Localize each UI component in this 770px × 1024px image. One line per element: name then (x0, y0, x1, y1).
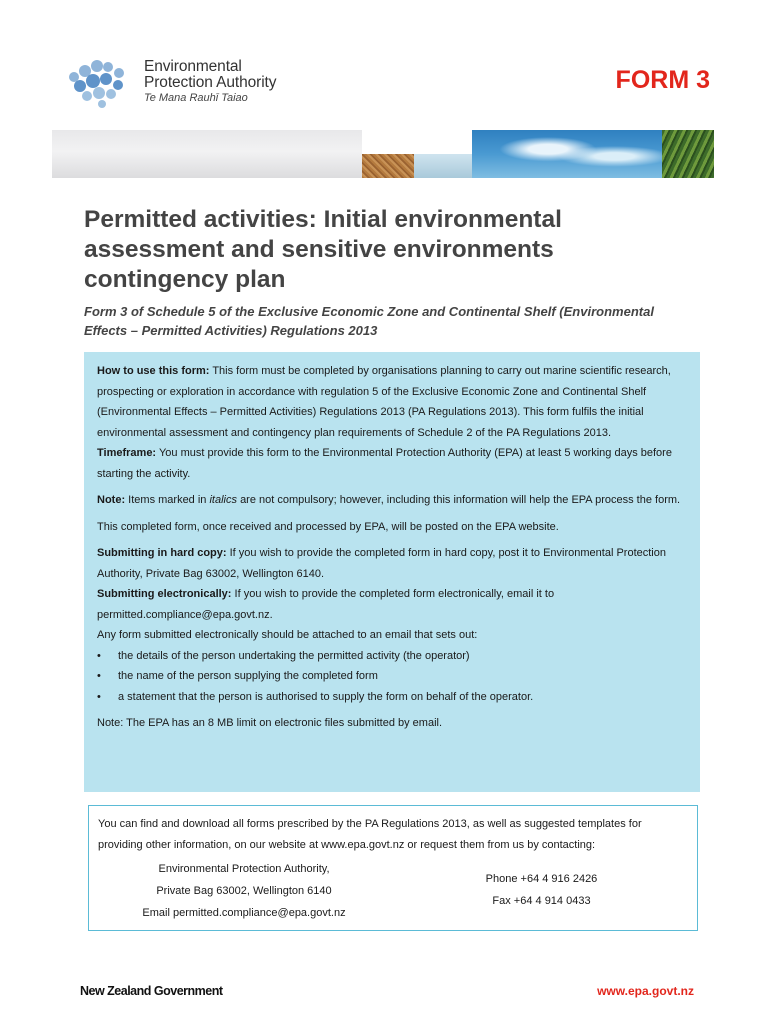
posted-paragraph: This completed form, once received and processed by EPA, will be posted on the EPA website. (97, 520, 559, 533)
hard-copy-text: If you wish to provide the completed form in hard copy, post it to Environmental Protection Authority, Private Bag 63002, Wellington 6140. (97, 547, 666, 580)
timeframe-label: Timeframe: (97, 447, 157, 459)
logo-name-line-1: Environmental (144, 58, 242, 75)
how-to-use-text: This form must be completed by organisations planning to carry out marine scientific research, prospecting or exploration in accordance with regulation 5 of the Exclusive Economic Zone and Continental Shelf (Environmental Effects – Permitted Activities) Regulations 2013 (PA Regulations 2013). This form fulfils the initial environmental assessment and contingency plan requirements of Schedule 2 of the PA Regulations 2013. (97, 365, 671, 439)
list-item: • the details of the person undertaking the permitted activity (the operator) (97, 646, 687, 667)
electronic-paragraph (97, 584, 687, 625)
banner-fern-image (662, 130, 714, 178)
timeframe-paragraph (97, 443, 687, 484)
note-italics-word: italics (209, 494, 237, 506)
electronic-label: Submitting electronically: (97, 588, 232, 600)
banner-grey-segment (52, 130, 362, 178)
list-item: • a statement that the person is authorised to supply the form on behalf of the operator. (97, 687, 687, 708)
electronic-text: If you wish to provide the completed form electronically, email it to permitted.compliance@epa.govt.nz. (97, 588, 555, 621)
website-link[interactable]: www.epa.govt.nz (597, 984, 694, 998)
list-item: • the name of the person supplying the completed form (97, 666, 687, 687)
logo-maori-name: Te Mana Rauhī Taiao (144, 92, 248, 104)
epa-logo-mark-icon (66, 57, 128, 109)
contact-phone: Phone +64 4 916 2426 (485, 873, 598, 885)
epa-logo (66, 57, 306, 109)
email-intro-paragraph: Any form submitted electronically should be attached to an email that sets out: (97, 629, 478, 641)
epa-logo-text (144, 59, 276, 106)
contact-phone-block (469, 868, 614, 912)
how-to-use-paragraph (97, 361, 687, 443)
contact-address-block (129, 858, 359, 924)
contact-fax: Fax +64 4 914 0433 (492, 895, 591, 907)
email-requirements-list (97, 646, 687, 708)
contact-address: Private Bag 63002, Wellington 6140 (156, 885, 332, 897)
logo-name-line-2: Protection Authority (144, 74, 277, 91)
note-text-end: are not compulsory; however, including this information will help the EPA process the form. (240, 494, 681, 506)
page-title: Permitted activities: Initial environmental assessment and sensitive environments contingency plan (84, 206, 562, 293)
banner-sand-image (362, 154, 414, 178)
hard-copy-paragraph (97, 543, 687, 584)
note-label: Note: (97, 494, 126, 506)
page-subtitle: Form 3 of Schedule 5 of the Exclusive Economic Zone and Continental Shelf (Environmental Effects – Permitted Activities) Regulations 2013 (84, 304, 654, 338)
contact-intro: You can find and download all forms prescribed by the PA Regulations 2013, as well as suggested templates for providing other information, on our website at www.epa.govt.nz or request them from us by contacting: (98, 818, 642, 851)
instructions-box (84, 352, 700, 792)
header-banner (52, 130, 714, 178)
contact-box (88, 805, 698, 931)
banner-sea-image (414, 154, 472, 178)
note-text-start: Items marked in (128, 494, 207, 506)
hard-copy-label: Submitting in hard copy: (97, 547, 227, 559)
file-size-note: Note: The EPA has an 8 MB limit on electronic files submitted by email. (97, 717, 443, 729)
note-paragraph (97, 490, 687, 511)
contact-email[interactable]: Email permitted.compliance@epa.govt.nz (142, 907, 346, 919)
banner-sky-image (472, 130, 662, 178)
contact-org: Environmental Protection Authority, (158, 863, 330, 875)
how-to-use-label: How to use this form: (97, 365, 210, 377)
nz-government-logo: New Zealand Government (80, 984, 223, 998)
timeframe-text: You must provide this form to the Environmental Protection Authority (EPA) at least 5 working days before starting the activity. (97, 447, 672, 480)
form-number-label: FORM 3 (615, 66, 710, 94)
